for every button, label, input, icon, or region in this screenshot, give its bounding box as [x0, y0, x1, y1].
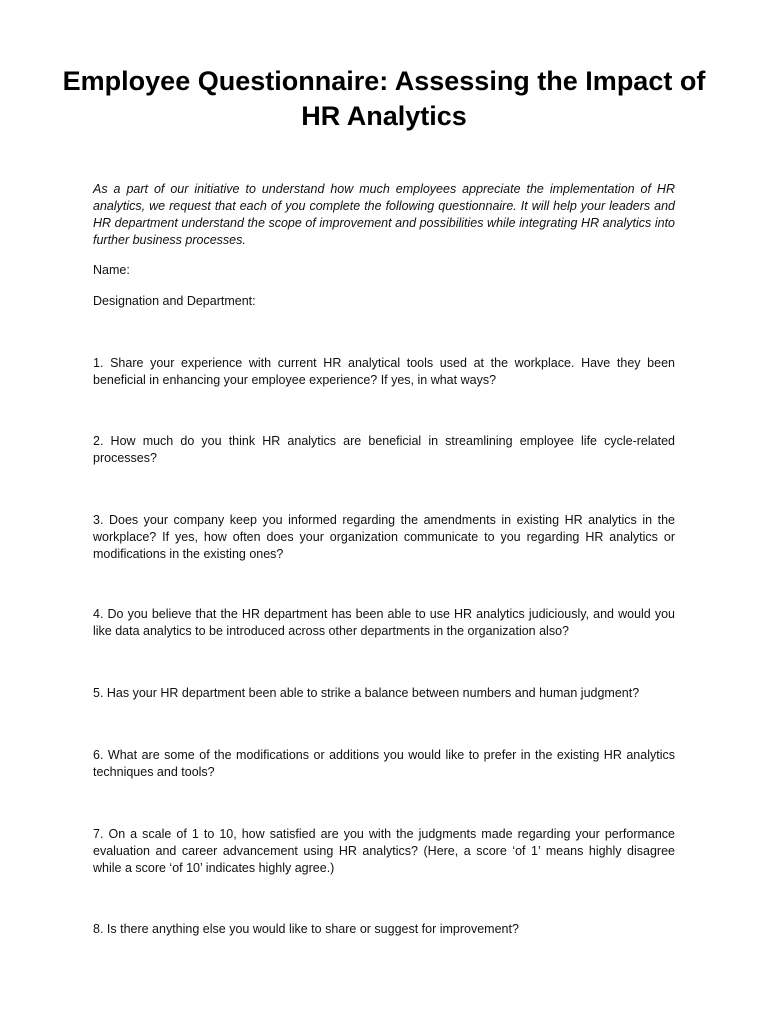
name-field-label: Name:	[93, 263, 130, 277]
question-4: 4. Do you believe that the HR department has been able to use HR analytics judiciously, and would you like data analytics to be introduced across other departments in the organization also?	[93, 607, 675, 638]
question-1: 1. Share your experience with current HR analytical tools used at the workplace. Have they been beneficial in enhancing your employee experience? If yes, in what ways?	[93, 356, 675, 387]
intro-paragraph: As a part of our initiative to understand how much employees appreciate the implementation of HR analytics, we request that each of you complete the following questionnaire. It will help your leaders and HR department understand the scope of improvement and possibilities while integrating HR analytics into further business processes.	[93, 182, 675, 247]
question-2: 2. How much do you think HR analytics are beneficial in streamlining employee life cycle-related processes?	[93, 434, 675, 465]
question-5: 5. Has your HR department been able to strike a balance between numbers and human judgment?	[93, 686, 640, 700]
question-3: 3. Does your company keep you informed regarding the amendments in existing HR analytics in the workplace? If yes, how often does your organization communicate to you regarding HR analytics or modifications in the existing ones?	[93, 513, 675, 561]
question-8: 8. Is there anything else you would like to share or suggest for improvement?	[93, 922, 519, 936]
question-7: 7. On a scale of 1 to 10, how satisfied are you with the judgments made regarding your performance evaluation and career advancement using HR analytics? (Here, a score ‘of 1’ means highly disagree while a score ‘of 10’ indicates highly agree.)	[93, 827, 675, 875]
designation-field-label: Designation and Department:	[93, 294, 256, 308]
document-title: Employee Questionnaire: Assessing the Impact of HR Analytics	[62, 66, 706, 131]
question-6: 6. What are some of the modifications or additions you would like to prefer in the existing HR analytics techniques and tools?	[93, 748, 675, 779]
